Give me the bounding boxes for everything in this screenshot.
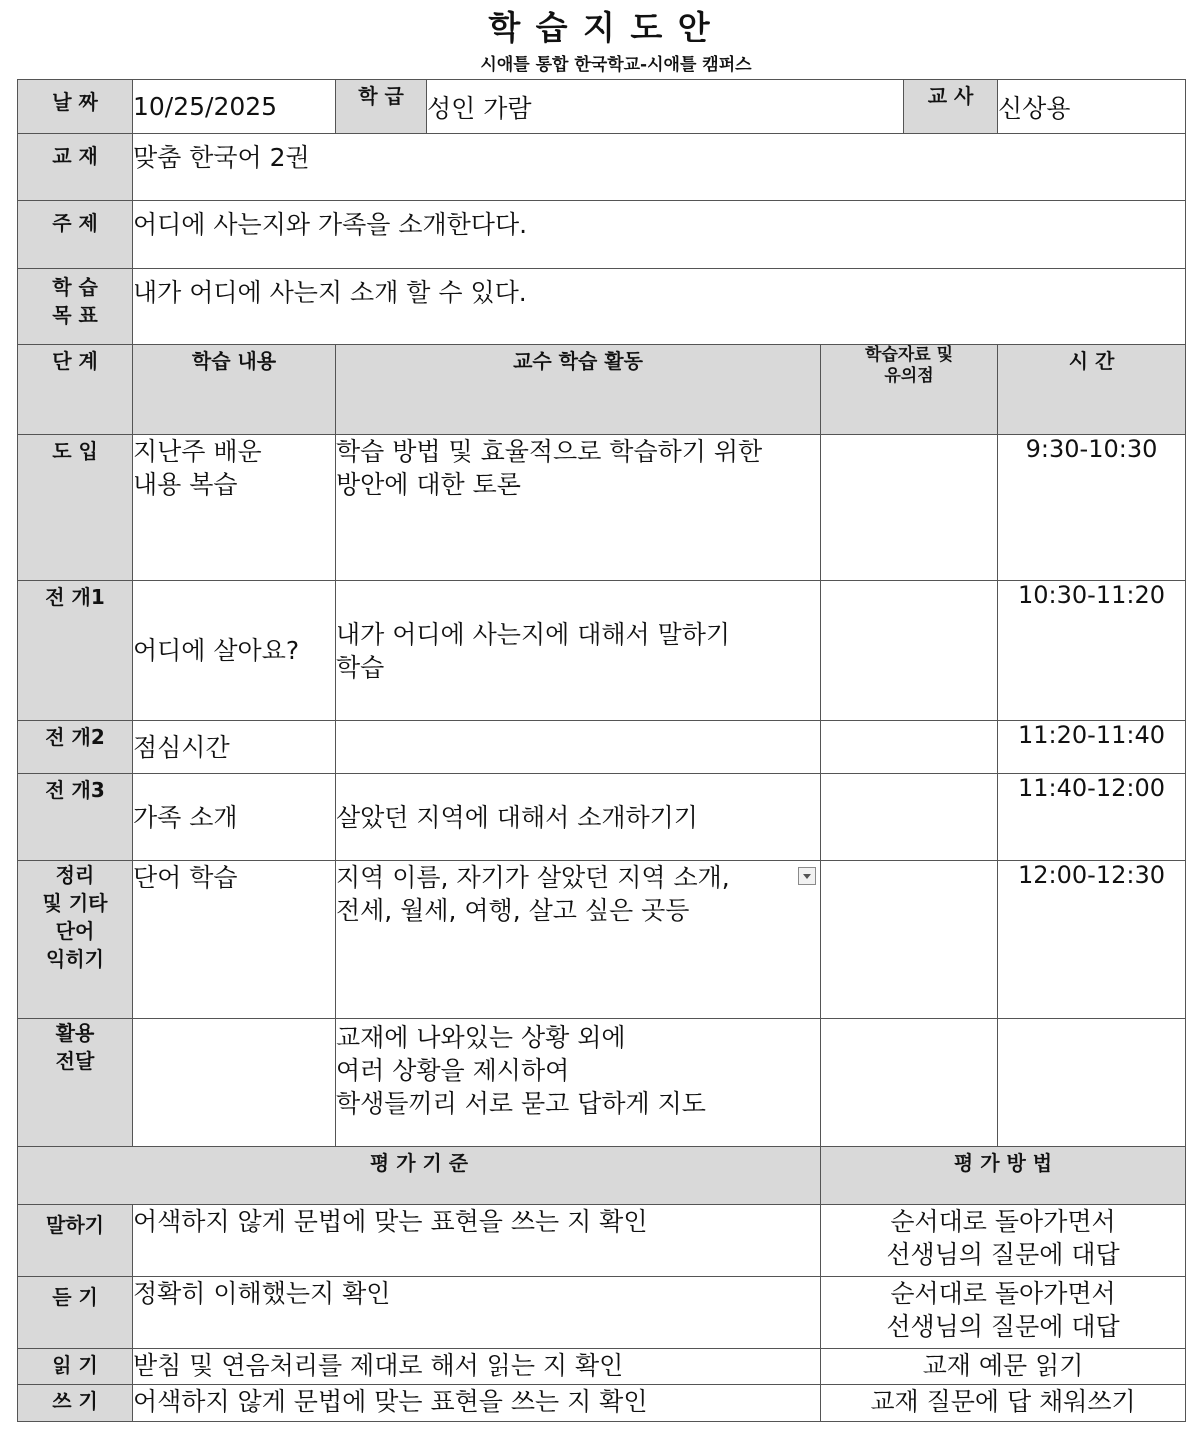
time-cell[interactable] [998, 1019, 1186, 1147]
method-cell[interactable]: 교재 예문 읽기 [821, 1349, 1186, 1385]
activity-cell[interactable]: 내가 어디에 사는지에 대해서 말하기 학습 [336, 581, 821, 721]
teacher-label: 교 사 [904, 80, 998, 134]
criteria-header: 평 가 기 준 [18, 1147, 821, 1205]
materials-header: 학습자료 및 유의점 [821, 345, 998, 435]
activity-cell[interactable]: 학습 방법 및 효율적으로 학습하기 위한 방안에 대한 토론 [336, 435, 821, 581]
content-cell[interactable]: 가족 소개 [133, 774, 336, 861]
time-cell[interactable]: 11:20-11:40 [998, 721, 1186, 774]
stage-row-application [18, 1019, 1186, 1147]
lesson-plan-table [17, 79, 1186, 1422]
textbook-row [18, 134, 1186, 201]
stage-row-wrapup [18, 861, 1186, 1019]
time-cell[interactable]: 9:30-10:30 [998, 435, 1186, 581]
activity-header: 교수 학습 활동 [336, 345, 821, 435]
materials-cell[interactable] [821, 721, 998, 774]
method-cell[interactable]: 순서대로 돌아가면서 선생님의 질문에 대답 [821, 1205, 1186, 1277]
dropdown-arrow-icon[interactable] [798, 867, 816, 885]
stage-row-intro [18, 435, 1186, 581]
content-cell[interactable]: 점심시간 [133, 721, 336, 774]
evaluation-row-listening [18, 1277, 1186, 1349]
textbook-label: 교 재 [18, 134, 133, 201]
page-title: 학 습 지 도 안 [488, 8, 712, 47]
topic-row [18, 201, 1186, 269]
time-cell[interactable]: 11:40-12:00 [998, 774, 1186, 861]
evaluation-row-reading [18, 1349, 1186, 1385]
stage-label: 전 개1 [18, 581, 133, 721]
teacher-value[interactable]: 신상용 [998, 80, 1186, 134]
textbook-value[interactable]: 맞춤 한국어 2권 [133, 134, 1186, 201]
skill-label: 읽 기 [18, 1349, 133, 1385]
stage-label: 전 개3 [18, 774, 133, 861]
date-label: 날 짜 [18, 80, 133, 134]
method-cell[interactable]: 순서대로 돌아가면서 선생님의 질문에 대답 [821, 1277, 1186, 1349]
activity-cell[interactable]: 교재에 나와있는 상황 외에 여러 상황을 제시하여 학생들끼리 서로 묻고 답하게 지도 [336, 1019, 821, 1147]
class-value[interactable]: 성인 가람 [427, 80, 904, 134]
content-cell[interactable]: 지난주 배운 내용 복습 [133, 435, 336, 581]
stage-label: 활용 전달 [18, 1019, 133, 1147]
stage-label: 도 입 [18, 435, 133, 581]
materials-cell[interactable] [821, 861, 998, 1019]
materials-cell[interactable] [821, 1019, 998, 1147]
info-row [18, 80, 1186, 134]
time-cell[interactable]: 10:30-11:20 [998, 581, 1186, 721]
activity-cell[interactable] [336, 721, 821, 774]
criteria-cell[interactable]: 어색하지 않게 문법에 맞는 표현을 쓰는 지 확인 [133, 1205, 821, 1277]
materials-cell[interactable] [821, 774, 998, 861]
activity-cell[interactable]: 지역 이름, 자기가 살았던 지역 소개, 전세, 월세, 여행, 살고 싶은 곳등 [336, 861, 821, 1019]
stage-row-dev3 [18, 774, 1186, 861]
time-cell[interactable]: 12:00-12:30 [998, 861, 1186, 1019]
topic-value[interactable]: 어디에 사는지와 가족을 소개한다다. [133, 201, 1186, 269]
skill-label: 듣 기 [18, 1277, 133, 1349]
skill-label: 쓰 기 [18, 1385, 133, 1422]
evaluation-row-speaking [18, 1205, 1186, 1277]
content-header: 학습 내용 [133, 345, 336, 435]
stage-label: 전 개2 [18, 721, 133, 774]
materials-cell[interactable] [821, 581, 998, 721]
materials-cell[interactable] [821, 435, 998, 581]
column-header-row [18, 345, 1186, 435]
content-cell[interactable] [133, 1019, 336, 1147]
content-cell[interactable]: 어디에 살아요? [133, 581, 336, 721]
goal-value[interactable]: 내가 어디에 사는지 소개 할 수 있다. [133, 269, 1186, 345]
school-subtitle: 시애틀 통합 한국학교-시애틀 캠퍼스 [480, 55, 752, 75]
criteria-cell[interactable]: 정확히 이해했는지 확인 [133, 1277, 821, 1349]
skill-label: 말하기 [18, 1205, 133, 1277]
topic-label: 주 제 [18, 201, 133, 269]
stage-row-dev2 [18, 721, 1186, 774]
goal-row [18, 269, 1186, 345]
class-label: 학 급 [336, 80, 427, 134]
evaluation-row-writing [18, 1385, 1186, 1422]
activity-cell[interactable]: 살았던 지역에 대해서 소개하기기 [336, 774, 821, 861]
stage-header: 단 계 [18, 345, 133, 435]
method-header: 평 가 방 법 [821, 1147, 1186, 1205]
evaluation-header-row [18, 1147, 1186, 1205]
date-value[interactable]: 10/25/2025 [133, 80, 336, 134]
goal-label: 학 습 목 표 [18, 269, 133, 345]
criteria-cell[interactable]: 받침 및 연음처리를 제대로 해서 읽는 지 확인 [133, 1349, 821, 1385]
stage-label: 정리 및 기타 단어 익히기 [18, 861, 133, 1019]
content-cell[interactable]: 단어 학습 [133, 861, 336, 1019]
stage-row-dev1 [18, 581, 1186, 721]
time-header: 시 간 [998, 345, 1186, 435]
method-cell[interactable]: 교재 질문에 답 채워쓰기 [821, 1385, 1186, 1422]
criteria-cell[interactable]: 어색하지 않게 문법에 맞는 표현을 쓰는 지 확인 [133, 1385, 821, 1422]
